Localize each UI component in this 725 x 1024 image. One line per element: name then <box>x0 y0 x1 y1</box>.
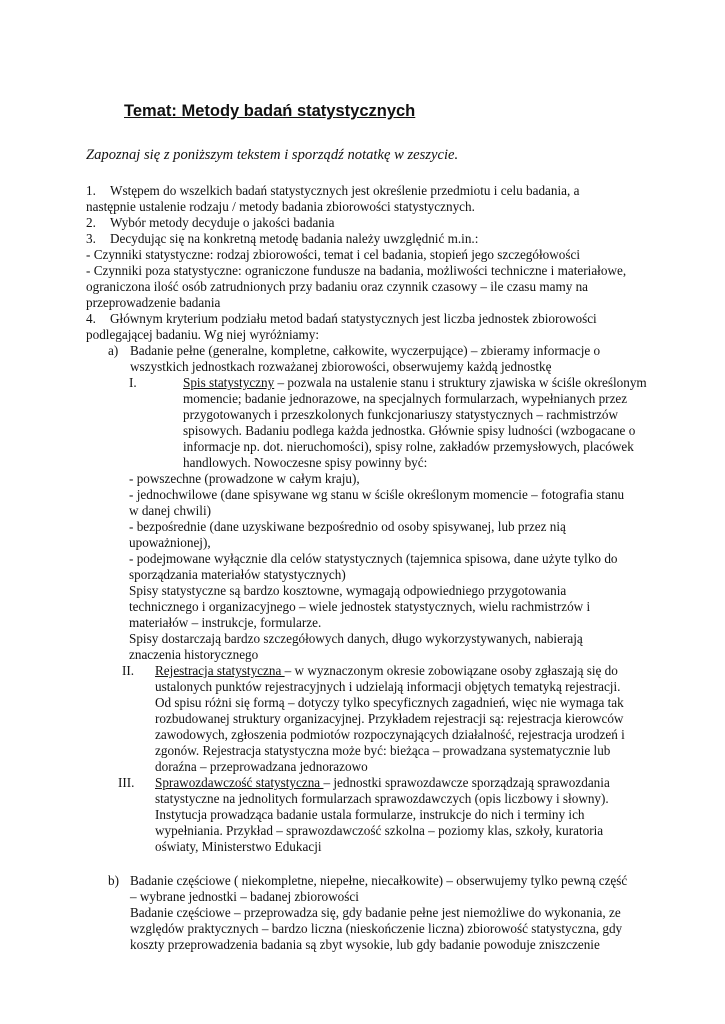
section-iii-label: III. <box>118 775 135 790</box>
point-3-number: 3. <box>86 231 96 246</box>
point-4-number: 4. <box>86 311 96 326</box>
section-a-line-1: Badanie pełne (generalne, kompletne, całkowite, wyczerpujące) – zbieramy informacje o <box>130 343 601 358</box>
section-a-line-2: wszystkich jednostkach rozważanej zbiorowości, obserwujemy każdą jednostkę <box>130 359 552 374</box>
section-i-term: Spis statystyczny <box>183 375 275 390</box>
section-i-line-1 <box>183 374 647 391</box>
section-ii-line-7: doraźna – przeprowadzana jednorazowo <box>155 759 368 774</box>
section-i-line-16: materiałów – instrukcje, formularze. <box>129 615 322 630</box>
section-i-line-8: - jednochwilowe (dane spisywane wg stanu w ściśle określonym momencie – fotografia stanu <box>129 487 625 502</box>
section-ii-line-3: Od spisu różni się formą – dotyczy tylko specyficznych zagadnień, więc nie wymaga tak <box>155 695 624 710</box>
section-ii-line-4: rozbudowanej struktury organizacyjnej. Przykładem rejestracji są: rejestracja kierowców <box>155 711 624 726</box>
intro-instruction: Zapoznaj się z poniższym tekstem i sporządź notatkę w zeszycie. <box>86 147 459 163</box>
section-ii-line-2: ustalonych punktów rejestracyjnych i udzielają informacji objętych tematyką rejestracji. <box>155 679 621 694</box>
section-iii-line-3: Instytucja prowadząca badanie ustala formularze, instrukcje do nich i terminy ich <box>155 807 585 822</box>
section-i-line-5: informacje np. dot. nieruchomości), spisy rolne, zakładów przemysłowych, placówek <box>183 439 634 454</box>
section-b-line-3: Badanie częściowe – przeprowadza się, gdy badanie pełne jest niemożliwe do wykonania, ze <box>130 905 621 920</box>
point-3-line-5: przeprowadzenie badania <box>86 295 221 310</box>
section-i-line-1-text: – pozwala na ustalenie stanu i struktury zjawiska w ściśle określonym <box>274 375 647 390</box>
section-ii-term: Rejestracja statystyczna <box>155 663 285 678</box>
section-i-line-13: sporządzania materiałów statystycznych) <box>129 567 346 582</box>
point-1-number: 1. <box>86 183 96 198</box>
section-b-line-4: względów praktycznych – bardzo liczna (nieskończenie liczna) zbiorowość statystyczna, gdy <box>130 921 623 936</box>
section-iii-line-4: wypełniania. Przykład – sprawozdawczość szkolna – poziomy klas, szkoły, kuratoria <box>155 823 604 838</box>
section-i-label: I. <box>129 375 137 390</box>
section-i-line-2: momencie; badanie jednorazowe, na specjalnych formularzach, wypełnianych przez <box>183 391 628 406</box>
section-i-line-11: upoważnionej), <box>129 535 211 550</box>
section-b-label: b) <box>108 873 119 888</box>
section-b-line-2: – wybrane jednostki – badanej zbiorowości <box>130 889 359 904</box>
point-3-line-2: - Czynniki statystyczne: rodzaj zbiorowości, temat i cel badania, stopień jego szczegółowości <box>86 247 581 262</box>
section-i-line-12: - podejmowane wyłącznie dla celów statystycznych (tajemnica spisowa, dane użyte tylko do <box>129 551 618 566</box>
section-ii-line-1-text: – w wyznaczonym okresie zobowiązane osoby zgłaszają się do <box>284 663 618 678</box>
section-ii-line-1 <box>155 662 618 679</box>
section-iii-line-2: statystyczne na jednolitych formularzach sprawozdawczych (opis liczbowy i słowny). <box>155 791 609 806</box>
section-i-line-4: spisowych. Badaniu podlega każda jednostka. Głównie spisy ludności (wzbogacane o <box>183 423 636 438</box>
section-i-line-10: - bezpośrednie (dane uzyskiwane bezpośrednio od osoby spisywanej, lub przez nią <box>129 519 566 534</box>
section-ii-line-6: zgonów. Rejestracja statystyczna może być: bieżąca – prowadzana systematycznie lub <box>155 743 611 758</box>
section-i-line-3: przygotowanych i przeszkolonych funkcjonariuszy statystycznych – rachmistrzów <box>183 407 619 422</box>
point-4-line-2: podlegającej badaniu. Wg niej wyróżniamy: <box>86 327 320 342</box>
section-b-line-5: koszty przeprowadzenia badania są zbyt wysokie, lub gdy badanie powoduje zniszczenie <box>130 937 600 952</box>
section-i-line-6: handlowych. Nowoczesne spisy powinny być: <box>183 455 428 470</box>
section-i-line-17: Spisy dostarczają bardzo szczegółowych danych, długo wykorzystywanych, nabierają <box>129 631 583 646</box>
point-1-line-1: Wstępem do wszelkich badań statystycznych jest określenie przedmiotu i celu badania, a <box>110 183 580 198</box>
section-i-line-9: w danej chwili) <box>129 503 212 518</box>
point-1-line-2: następnie ustalenie rodzaju / metody badania zbiorowości statystycznych. <box>86 199 475 214</box>
section-iii-line-1-text: – jednostki sprawozdawcze sporządzają sprawozdania <box>323 775 610 790</box>
point-4-line-1: Głównym kryterium podziału metod badań statystycznych jest liczba jednostek zbiorowości <box>110 311 597 326</box>
point-2-number: 2. <box>86 215 96 230</box>
section-b-line-1: Badanie częściowe ( niekompletne, niepełne, niecałkowite) – obserwujemy tylko pewną część <box>130 873 628 888</box>
section-i-line-18: znaczenia historycznego <box>129 647 259 662</box>
section-iii-term: Sprawozdawczość statystyczna <box>155 775 324 790</box>
point-3-line-3: - Czynniki poza statystyczne: ograniczone fundusze na badania, możliwości techniczne i materiałowe, <box>86 263 627 278</box>
point-3-line-1: Decydując się na konkretną metodę badania należy uwzględnić m.in.: <box>110 231 479 246</box>
page-title: Temat: Metody badań statystycznych <box>124 102 416 120</box>
point-3-line-4: ograniczona ilość osób zatrudnionych przy badaniu oraz czynnik czasowy – ile czasu mamy na <box>86 279 589 294</box>
section-i-line-7: - powszechne (prowadzone w całym kraju), <box>129 471 360 486</box>
section-ii-line-5: zawodowych, zgłoszenia podmiotów rozpoczynających działalność, rejestracja urodzeń i <box>155 727 625 742</box>
section-ii-label: II. <box>122 663 135 678</box>
section-iii-line-5: oświaty, Ministerstwo Edukacji <box>155 839 322 854</box>
section-i-line-15: technicznego i organizacyjnego – wiele jednostek statystycznych, wielu rachmistrzów i <box>129 599 591 614</box>
section-iii-line-1 <box>155 774 610 791</box>
section-a-label: a) <box>108 343 119 358</box>
section-i-line-14: Spisy statystyczne są bardzo kosztowne, wymagają odpowiedniego przygotowania <box>129 583 567 598</box>
point-2-line-1: Wybór metody decyduje o jakości badania <box>110 215 335 230</box>
